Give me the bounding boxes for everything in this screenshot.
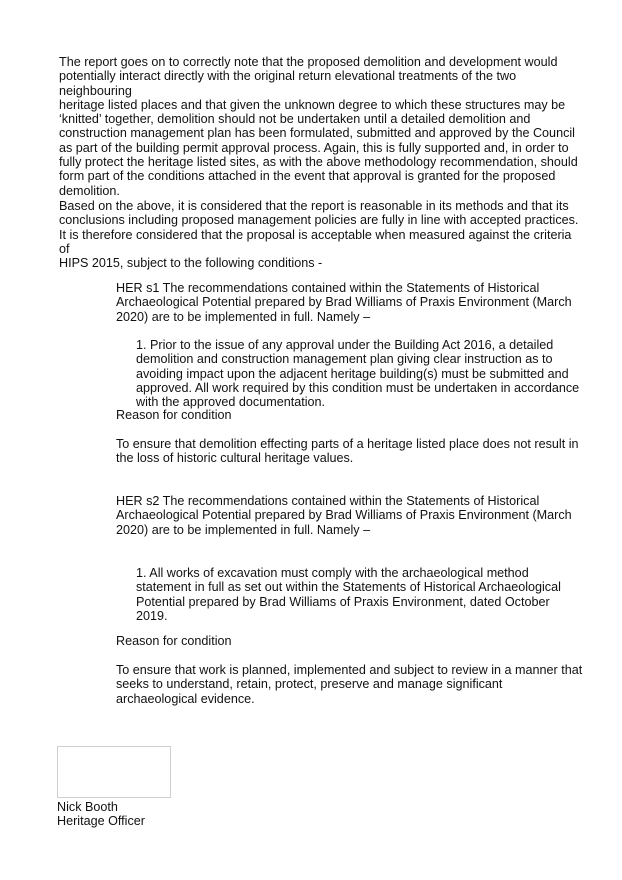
paragraph-demolition-interaction: The report goes on to correctly note that the proposed demolition and development would potentially interact directly with the original return elevational treatments of the two neighbouring heritage listed places and that given the unknown degree to which these structures may be ‘knitted’ together, demolition should not be undertaken until a detailed demolition and construction management plan has been formulated, submitted and approved by the Council as part of the building permit approval process. Again, this is fully supported and, in order to fully protect the heritage listed sites, as with the above methodology recommendation, should form part of the conditions attached in the event that approval is granted for the proposed demolition.	[59, 55, 578, 198]
condition-her-s1-heading: HER s1 The recommendations contained within the Statements of Historical Archaeological Potential prepared by Brad Williams of Praxis Environment (March 2020) are to be implemented in full. Namely –	[116, 281, 572, 324]
condition-her-s1-reason-label: Reason for condition	[116, 408, 232, 422]
condition-her-s2-reason-text: To ensure that work is planned, implemented and subject to review in a manner that seeks to understand, retain, protect, preserve and manage significant archaeological evidence.	[116, 663, 583, 706]
condition-her-s2-heading: HER s2 The recommendations contained within the Statements of Historical Archaeological Potential prepared by Brad Williams of Praxis Environment (March 2020) are to be implemented in full. Namely –	[116, 494, 572, 537]
signatory-name: Nick Booth	[57, 800, 118, 814]
paragraph-conclusion: Based on the above, it is considered that the report is reasonable in its methods and that its conclusions including proposed management policies are fully in line with accepted practices. It is therefore considered that the proposal is acceptable when measured against the criteria of HIPS 2015, subject to the following conditions -	[59, 199, 579, 271]
condition-her-s1-reason-text: To ensure that demolition effecting parts of a heritage listed place does not result in the loss of historic cultural heritage values.	[116, 437, 579, 466]
signatory-role: Heritage Officer	[57, 814, 145, 828]
signature-box	[57, 746, 171, 798]
condition-her-s2-reason-label: Reason for condition	[116, 634, 232, 648]
condition-her-s1-item: 1. Prior to the issue of any approval under the Building Act 2016, a detailed demolition and construction management plan giving clear instruction as to avoiding impact upon the adjacent heritage building(s) must be submitted and approved. All work required by this condition must be undertaken in accordance with the approved documentation.	[136, 338, 580, 410]
condition-her-s2-item: 1. All works of excavation must comply with the archaeological method statement in full as set out within the Statements of Historical Archaeological Potential prepared by Brad Williams of Praxis Environment, dated October 2019.	[136, 566, 561, 623]
